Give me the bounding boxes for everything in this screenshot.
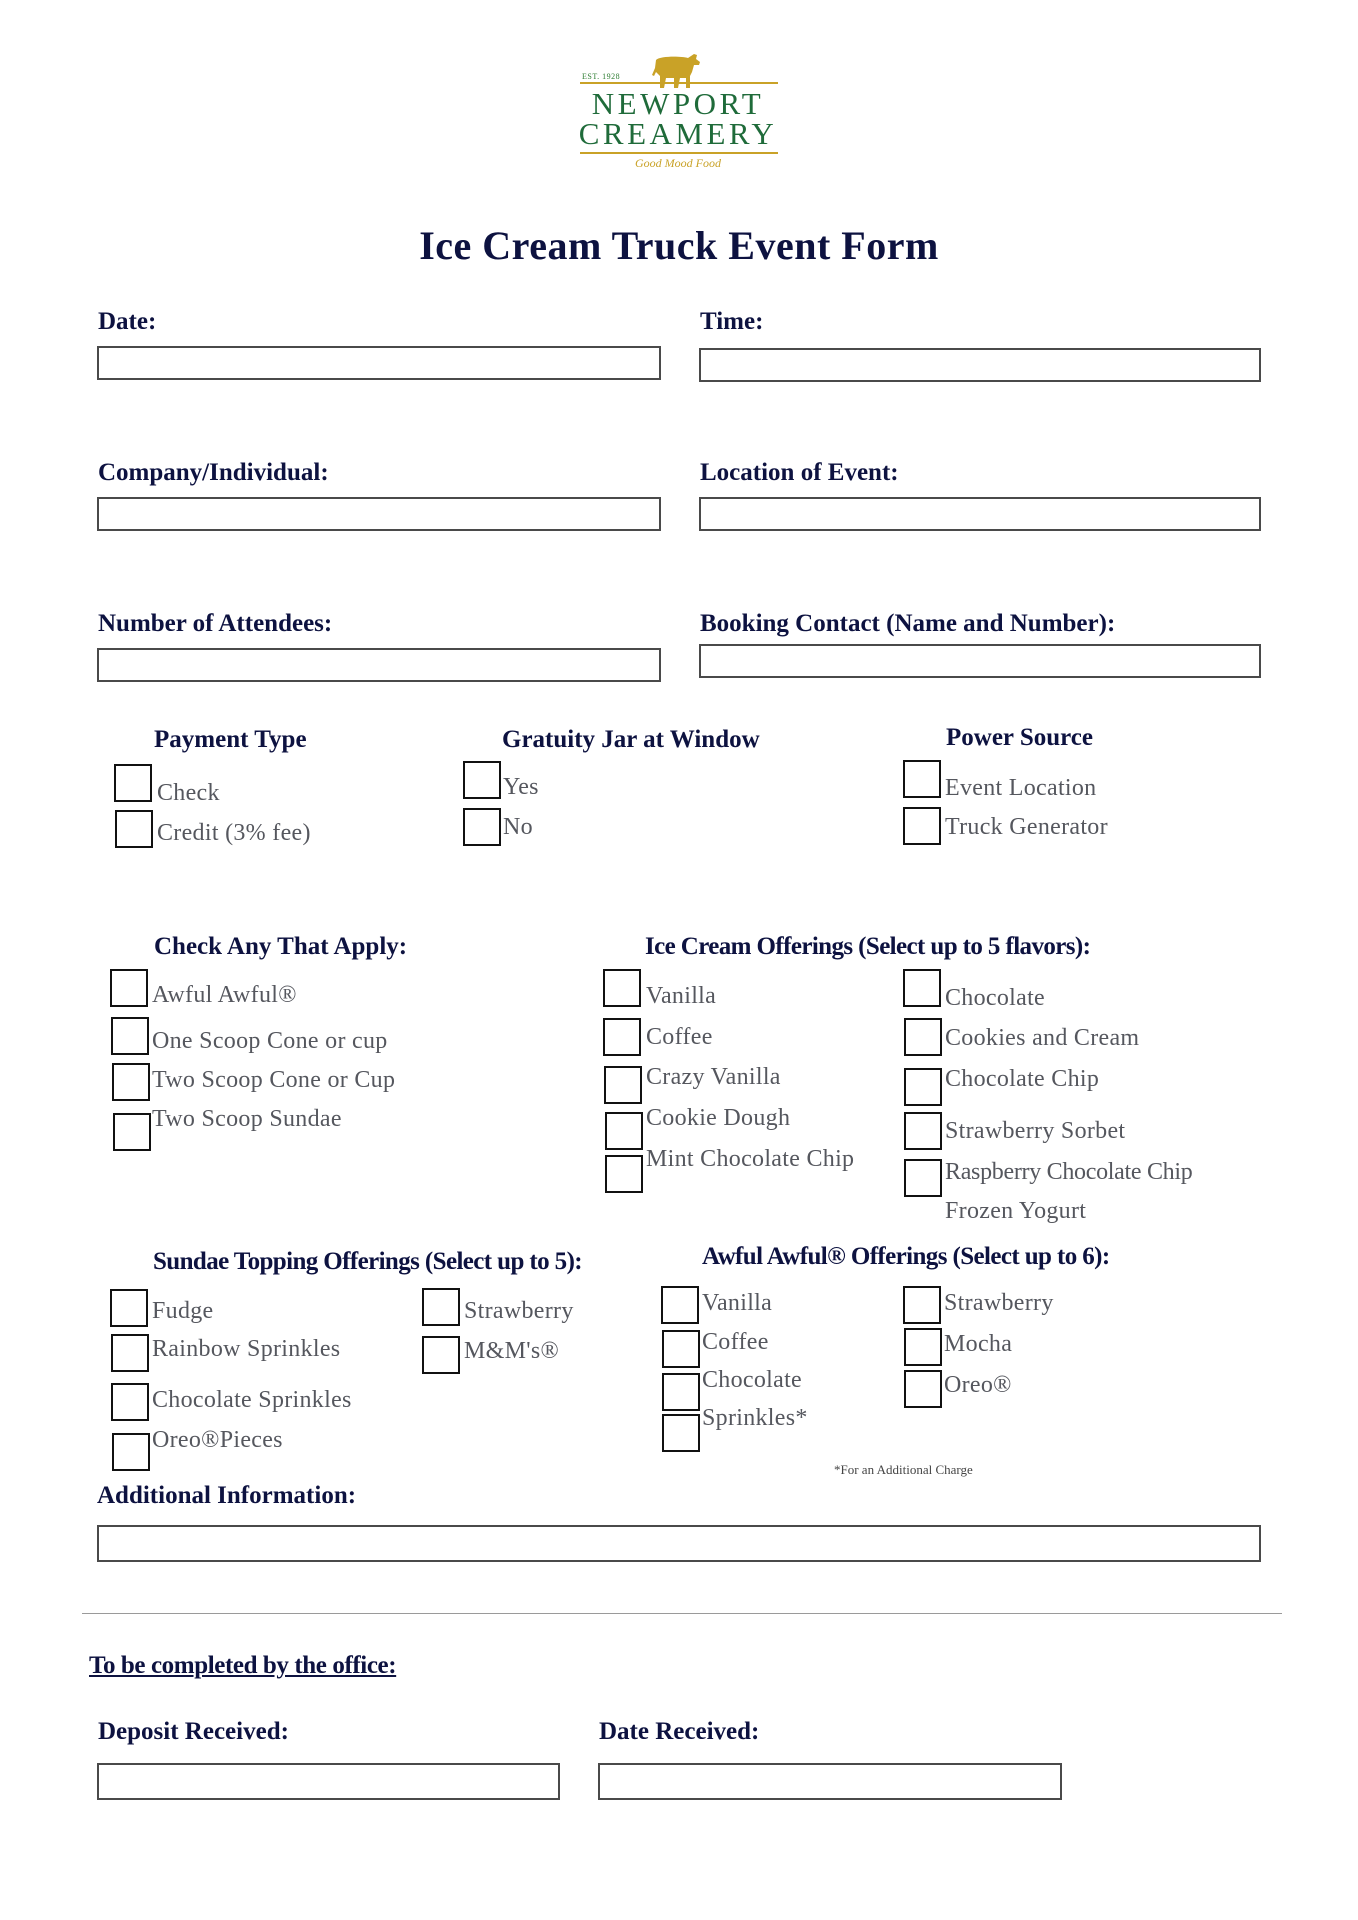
- cow-icon: [650, 50, 702, 90]
- flavor-option: Coffee: [646, 1024, 713, 1050]
- additional-info-label: Additional Information:: [97, 1482, 357, 1509]
- topping-option: Chocolate Sprinkles: [152, 1387, 352, 1413]
- topping-checkbox[interactable]: [112, 1433, 150, 1471]
- gratuity-yes-checkbox[interactable]: [463, 761, 501, 799]
- apply-checkbox[interactable]: [113, 1113, 151, 1151]
- payment-credit-checkbox[interactable]: [115, 810, 153, 848]
- flavor-checkbox[interactable]: [605, 1112, 643, 1150]
- payment-option: Check: [157, 780, 220, 806]
- power-option: Event Location: [945, 775, 1097, 801]
- apply-option: Two Scoop Cone or Cup: [152, 1067, 396, 1093]
- awful-checkbox[interactable]: [661, 1286, 699, 1324]
- payment-check-checkbox[interactable]: [114, 764, 152, 802]
- gratuity-option: No: [503, 814, 533, 840]
- awful-checkbox[interactable]: [662, 1414, 700, 1452]
- time-label: Time:: [700, 308, 764, 335]
- deposit-label: Deposit Received:: [98, 1718, 289, 1745]
- flavor-option: Raspberry Chocolate Chip: [945, 1159, 1193, 1185]
- awful-checkbox[interactable]: [662, 1373, 700, 1411]
- topping-checkbox[interactable]: [422, 1288, 460, 1326]
- apply-option: Two Scoop Sundae: [152, 1106, 342, 1132]
- power-truck-generator-checkbox[interactable]: [903, 807, 941, 845]
- awful-option: Vanilla: [702, 1290, 773, 1316]
- apply-checkbox[interactable]: [111, 1017, 149, 1055]
- topping-option: Strawberry: [464, 1298, 574, 1324]
- office-heading: To be completed by the office:: [89, 1652, 397, 1679]
- attendees-label: Number of Attendees:: [98, 610, 333, 637]
- flavor-checkbox[interactable]: [903, 969, 941, 1007]
- date-received-label: Date Received:: [599, 1718, 760, 1745]
- awful-checkbox[interactable]: [903, 1286, 941, 1324]
- flavor-checkbox[interactable]: [603, 1018, 641, 1056]
- flavor-option: Crazy Vanilla: [646, 1064, 781, 1090]
- flavor-option: Frozen Yogurt: [945, 1198, 1087, 1224]
- flavor-option: Chocolate Chip: [945, 1066, 1100, 1092]
- flavor-option: Strawberry Sorbet: [945, 1118, 1126, 1144]
- awful-option: Mocha: [944, 1331, 1013, 1357]
- booking-contact-label: Booking Contact (Name and Number):: [700, 610, 1116, 637]
- topping-option: M&M's®: [464, 1338, 560, 1364]
- topping-checkbox[interactable]: [422, 1336, 460, 1374]
- additional-charge-note: *For an Additional Charge: [834, 1462, 973, 1477]
- topping-option: Rainbow Sprinkles: [152, 1336, 341, 1362]
- flavor-option: Cookie Dough: [646, 1105, 791, 1131]
- flavors-heading: Ice Cream Offerings (Select up to 5 flavors):: [645, 933, 1091, 960]
- toppings-heading: Sundae Topping Offerings (Select up to 5):: [153, 1248, 583, 1275]
- time-input[interactable]: [699, 348, 1261, 382]
- flavor-checkbox[interactable]: [904, 1018, 942, 1056]
- logo-rule-bottom: [580, 152, 778, 154]
- flavor-checkbox[interactable]: [603, 969, 641, 1007]
- logo-est: EST. 1928: [582, 72, 621, 81]
- logo-name-line1: NEWPORT: [591, 86, 765, 121]
- apply-option: Awful Awful®: [152, 982, 297, 1008]
- awful-option: Coffee: [702, 1329, 769, 1355]
- awful-option: Sprinkles*: [702, 1405, 808, 1431]
- apply-checkbox[interactable]: [110, 969, 148, 1007]
- payment-option: Credit (3% fee): [157, 820, 311, 846]
- gratuity-no-checkbox[interactable]: [463, 808, 501, 846]
- location-label: Location of Event:: [700, 459, 899, 486]
- flavor-option: Mint Chocolate Chip: [646, 1146, 855, 1172]
- gratuity-option: Yes: [503, 774, 539, 800]
- newport-creamery-logo: [578, 48, 778, 174]
- form-title: Ice Cream Truck Event Form: [419, 223, 939, 268]
- date-received-input[interactable]: [598, 1763, 1062, 1800]
- flavor-option: Cookies and Cream: [945, 1025, 1140, 1051]
- awful-heading: Awful Awful® Offerings (Select up to 6):: [702, 1243, 1110, 1270]
- booking-contact-input[interactable]: [699, 644, 1261, 678]
- flavor-option: Chocolate: [945, 985, 1046, 1011]
- flavor-checkbox[interactable]: [904, 1068, 942, 1106]
- awful-checkbox[interactable]: [904, 1328, 942, 1366]
- company-input[interactable]: [97, 497, 661, 531]
- awful-option: Strawberry: [944, 1290, 1054, 1316]
- company-label: Company/Individual:: [98, 459, 329, 486]
- power-heading: Power Source: [946, 724, 1093, 751]
- gratuity-heading: Gratuity Jar at Window: [502, 726, 760, 753]
- logo-name-line2: CREAMERY: [578, 116, 778, 151]
- additional-info-input[interactable]: [97, 1525, 1261, 1562]
- awful-checkbox[interactable]: [662, 1330, 700, 1368]
- awful-option: Oreo®: [944, 1372, 1012, 1398]
- flavor-option: Vanilla: [646, 983, 717, 1009]
- location-input[interactable]: [699, 497, 1261, 531]
- section-divider: [82, 1613, 1282, 1614]
- flavor-checkbox[interactable]: [604, 1066, 642, 1104]
- logo-rule-top: [580, 82, 778, 84]
- date-label: Date:: [98, 308, 157, 335]
- deposit-input[interactable]: [97, 1763, 560, 1800]
- power-option: Truck Generator: [945, 814, 1108, 840]
- awful-checkbox[interactable]: [904, 1370, 942, 1408]
- flavor-checkbox[interactable]: [904, 1112, 942, 1150]
- topping-checkbox[interactable]: [110, 1289, 148, 1327]
- apply-heading: Check Any That Apply:: [154, 933, 408, 960]
- apply-option: One Scoop Cone or cup: [152, 1028, 388, 1054]
- apply-checkbox[interactable]: [112, 1063, 150, 1101]
- topping-option: Oreo®Pieces: [152, 1427, 283, 1453]
- flavor-checkbox[interactable]: [605, 1155, 643, 1193]
- payment-heading: Payment Type: [154, 726, 307, 753]
- awful-option: Chocolate: [702, 1367, 803, 1393]
- topping-checkbox[interactable]: [111, 1383, 149, 1421]
- flavor-checkbox[interactable]: [904, 1159, 942, 1197]
- power-event-location-checkbox[interactable]: [903, 760, 941, 798]
- date-input[interactable]: [97, 346, 661, 380]
- attendees-input[interactable]: [97, 648, 661, 682]
- topping-checkbox[interactable]: [111, 1334, 149, 1372]
- logo-tagline: Good Mood Food: [635, 156, 721, 170]
- topping-option: Fudge: [152, 1298, 214, 1324]
